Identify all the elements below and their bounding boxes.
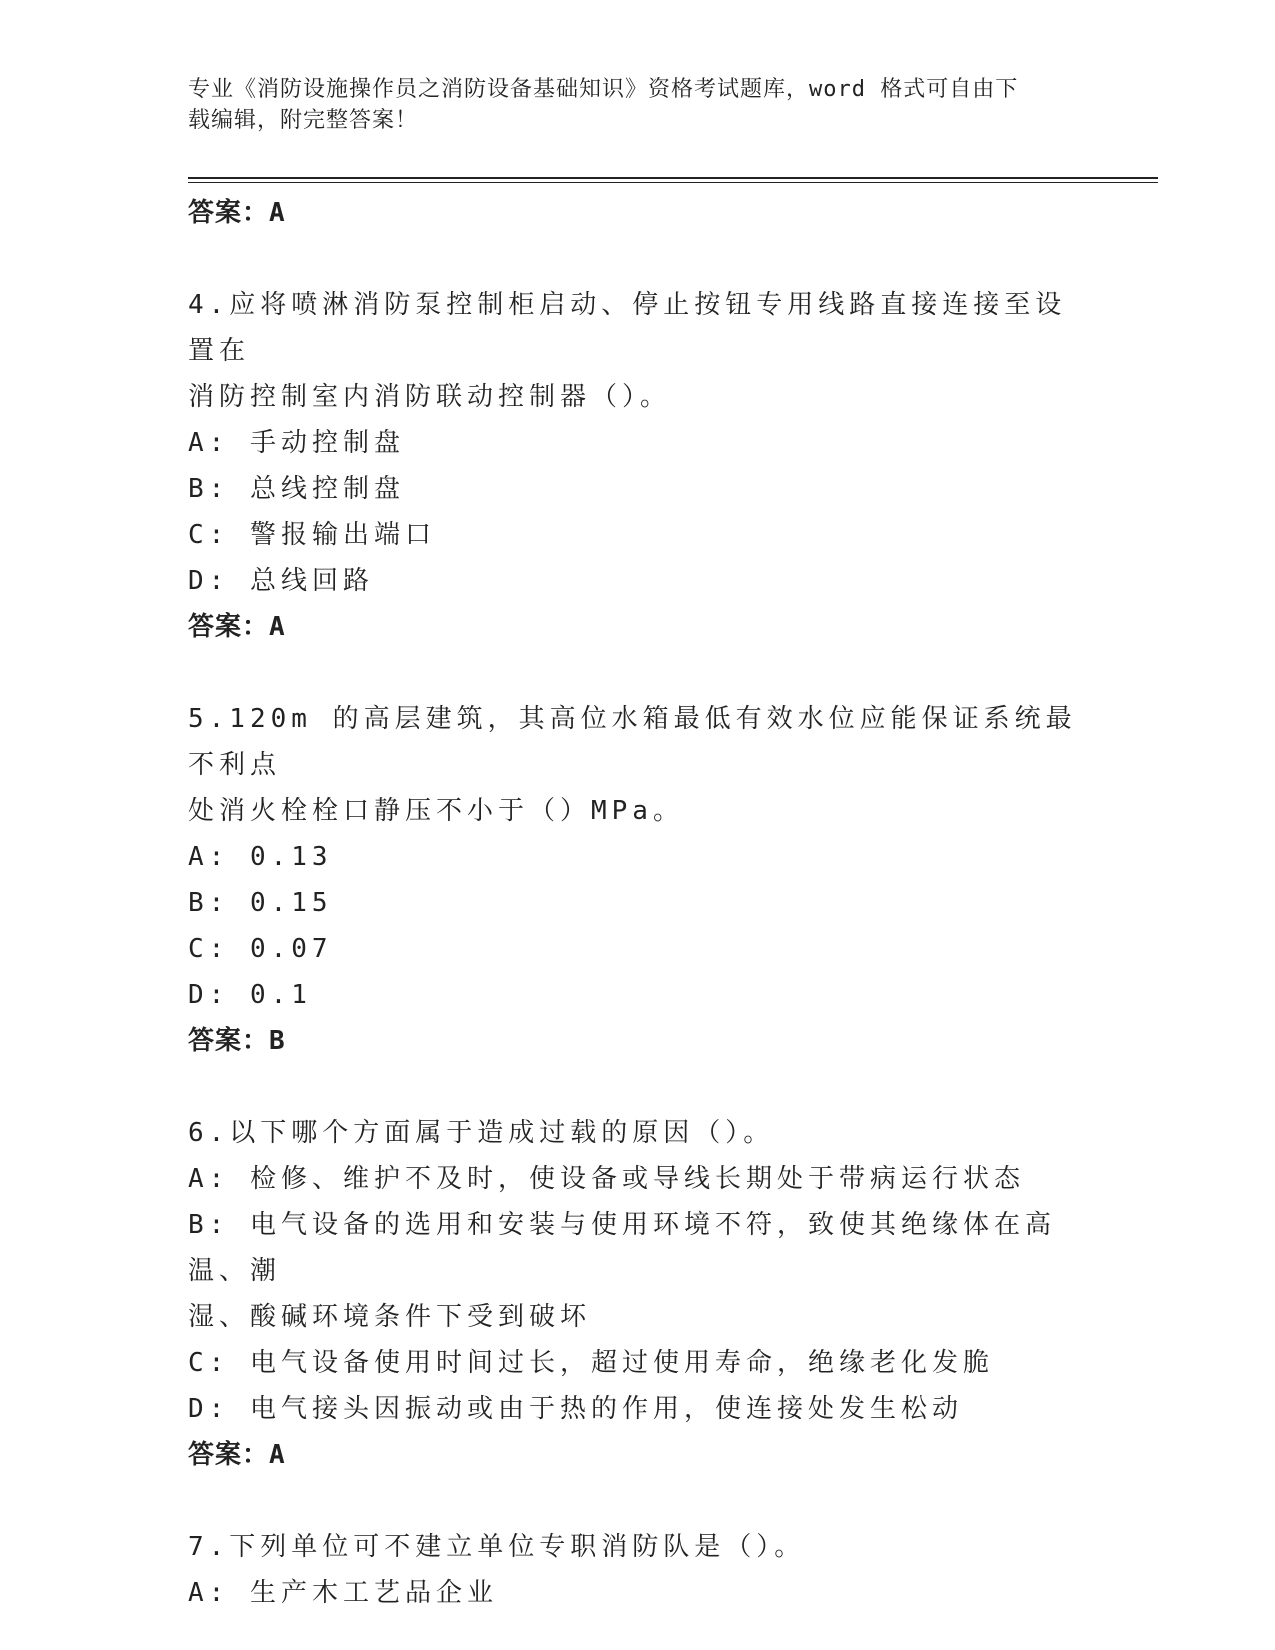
question-block-4 [188,282,1088,650]
header-line-2: 载编辑，附完整答案！ [188,108,419,133]
option-c: C: 警报输出端口 [188,520,436,550]
header-line-1: 专业《消防设施操作员之消防设备基础知识》资格考试题库，word 格式可自由下 [188,77,1019,102]
question-text: 5.120m 的高层建筑，其高位水箱最低有效水位应能保证系统最不利点 [188,704,1077,780]
question-text: 6.以下哪个方面属于造成过载的原因（）。 [188,1118,775,1148]
spacer [188,650,1088,696]
question-text: 消防控制室内消防联动控制器（）。 [188,382,672,412]
option-c: C: 电气设备使用时间过长，超过使用寿命，绝缘老化发脆 [188,1348,994,1378]
option-d: D: 0.1 [188,980,312,1010]
answer-line: 答案：A [188,612,286,642]
option-a: A: 手动控制盘 [188,428,405,458]
option-d: D: 总线回路 [188,566,374,596]
document-header [188,74,1068,136]
option-b: B: 电气设备的选用和安装与使用环境不符，致使其绝缘体在高温、潮 [188,1210,1056,1286]
spacer [188,236,1088,282]
option-b: B: 0.15 [188,888,333,918]
answer-line: 答案：A [188,1440,286,1470]
question-text: 处消火栓栓口静压不小于（）MPa。 [188,796,684,826]
question-block-6 [188,1110,1088,1478]
option-d: D: 电气接头因振动或由于热的作用，使连接处发生松动 [188,1394,963,1424]
option-c: C: 0.07 [188,934,333,964]
option-a: A: 0.13 [188,842,333,872]
question-text: 4.应将喷淋消防泵控制柜启动、停止按钮专用线路直接连接至设置在 [188,290,1067,366]
header-rule-thin [188,182,1158,183]
option-b-continued: 湿、酸碱环境条件下受到破坏 [188,1302,592,1332]
header-rule-thick [188,177,1158,179]
spacer [188,1064,1088,1110]
option-a: A: 检修、维护不及时，使设备或导线长期处于带病运行状态 [188,1164,1025,1194]
question-block-5 [188,696,1088,1064]
question-list [188,190,1088,1616]
spacer [188,1478,1088,1524]
question-text: 7.下列单位可不建立单位专职消防队是（）。 [188,1532,806,1562]
answer-line: 答案：A [188,198,286,228]
answer-line: 答案：B [188,1026,286,1056]
option-b: B: 总线控制盘 [188,474,405,504]
option-a: A: 生产木工艺品企业 [188,1578,498,1608]
question-block-7 [188,1524,1088,1616]
